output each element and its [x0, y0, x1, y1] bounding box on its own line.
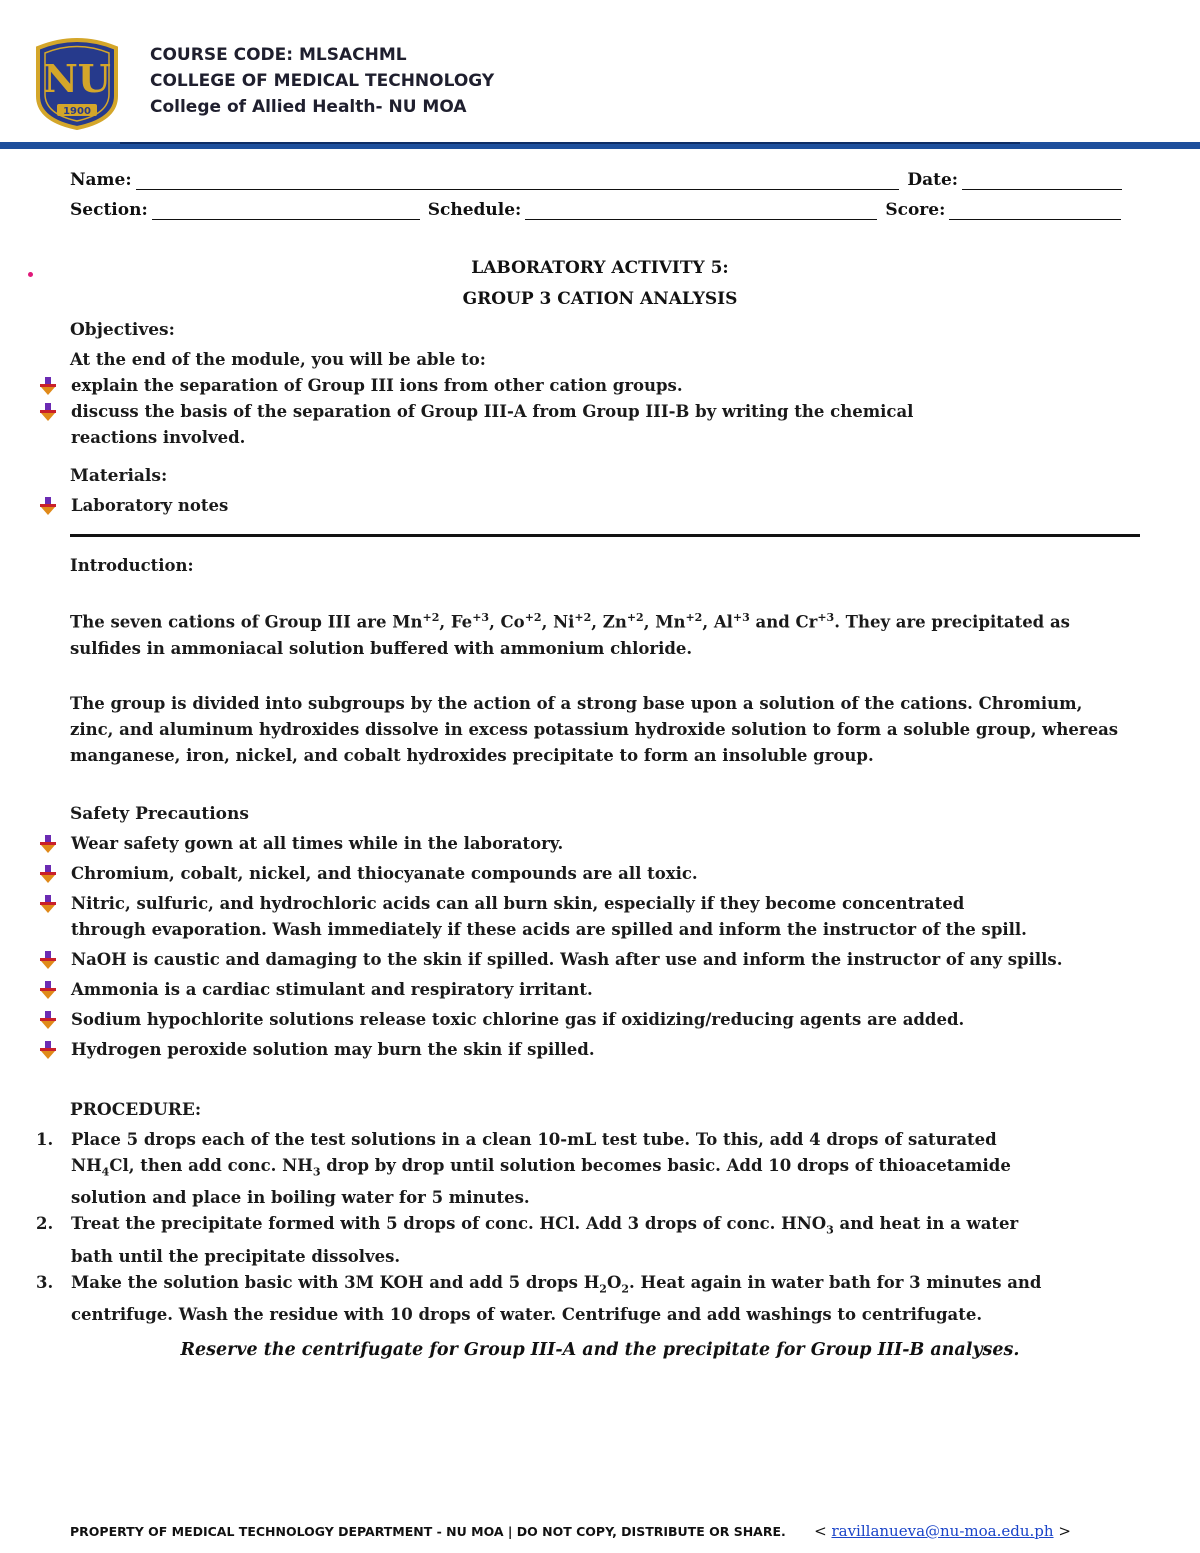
introduction-paragraph-2: The group is divided into subgroups by the action of a strong base upon a solution of the cations. Chromium, zinc, and aluminum hydroxides dissolve in excess potassium hydroxide solution to form a soluble group, whereas manganese, iron, nickel, and cobalt hydroxides precipitate to form an insoluble group. [70, 694, 1119, 765]
materials-section [70, 463, 1130, 519]
score-field[interactable] [949, 203, 1121, 220]
arrow-down-icon [38, 402, 58, 422]
email-link[interactable]: ravillanueva@nu-moa.edu.ph [831, 1522, 1054, 1540]
materials-list [0, 493, 1130, 519]
document-header [150, 42, 494, 120]
activity-title: LABORATORY ACTIVITY 5: [471, 258, 729, 278]
objectives-intro: At the end of the module, you will be able to: [70, 350, 486, 369]
arrow-down-icon [38, 1010, 58, 1030]
date-label: Date: [907, 170, 959, 190]
procedure-step: 2. Treat the precipitate formed with 5 drops of conc. HCl. Add 3 drops of conc. $HNO_3$ and heat in a water bath until the precipitate dissolves. [36, 1214, 1019, 1266]
section-schedule-score-row [70, 200, 1122, 220]
arrow-down-icon [38, 496, 58, 516]
list-item: discuss the basis of the separation of Group III-A from Group III-B by writing the chemical reactions involved. [0, 399, 991, 451]
arrow-down-icon [38, 864, 58, 884]
safety-list [0, 831, 1110, 1063]
procedure-section [36, 1097, 1130, 1328]
procedure-step: 1. Place 5 drops each of the test solutions in a clean 10-mL test tube. To this, add 4 drops of saturated $NH_4Cl$, then add conc. $NH_3$ drop by drop until solution becomes basic. Add 10 drops of thioacetamide solution and place in boiling water for 5 minutes. [36, 1130, 1011, 1208]
list-item: NaOH is caustic and damaging to the skin if spilled. Wash after use and inform the instructor of any spills. [0, 947, 1110, 973]
nu-logo [32, 34, 122, 130]
footer-notice: PROPERTY OF MEDICAL TECHNOLOGY DEPARTMENT - NU MOA | DO NOT COPY, DISTRIBUTE OR SHARE. [70, 1524, 786, 1539]
list-item: Wear safety gown at all times while in the laboratory. [0, 831, 1110, 857]
list-item: Hydrogen peroxide solution may burn the skin if spilled. [0, 1037, 1110, 1063]
score-label: Score: [885, 200, 946, 220]
logo-year: 1900 [63, 106, 91, 117]
list-item: explain the separation of Group III ions from other cation groups. [0, 373, 1060, 399]
section-label: Section: [70, 200, 148, 220]
procedure-heading: PROCEDURE: [70, 1100, 202, 1120]
schedule-field[interactable] [525, 203, 877, 220]
name-label: Name: [70, 170, 132, 190]
list-item: Ammonia is a cardiac stimulant and respiratory irritant. [0, 977, 1110, 1003]
safety-section [70, 801, 1130, 1063]
name-date-row [70, 170, 1122, 190]
arrow-down-icon [38, 980, 58, 1000]
safety-heading: Safety Precautions [70, 804, 249, 824]
arrow-down-icon [38, 834, 58, 854]
materials-heading: Materials: [70, 466, 168, 486]
header-divider-accent [120, 142, 1020, 144]
list-item: Chromium, cobalt, nickel, and thiocyanate compounds are all toxic. [0, 861, 1110, 887]
svg-text:NU: NU [43, 56, 111, 101]
procedure-step: 3. Make the solution basic with 3M KOH and add 5 drops $H_2O_2$. Heat again in water bath for 3 minutes and centrifuge. Wash the residue with 10 drops of water. Centrifuge and add washings to centrifugate. [36, 1272, 1042, 1324]
campus-name: College of Allied Health- NU MOA [150, 97, 467, 117]
arrow-down-icon [38, 894, 58, 914]
college-name: COLLEGE OF MEDICAL TECHNOLOGY [150, 71, 495, 91]
reserve-note: Reserve the centrifugate for Group III-A and the precipitate for Group III-B analyses. [180, 1340, 1020, 1360]
arrow-down-icon [38, 950, 58, 970]
page-footer [70, 1522, 1071, 1540]
section-field[interactable] [152, 203, 420, 220]
list-item: Sodium hypochlorite solutions release toxic chlorine gas if oxidizing/reducing agents are added. [0, 1007, 1110, 1033]
course-code: COURSE CODE: MLSACHML [150, 45, 407, 65]
objectives-list [0, 373, 1060, 451]
arrow-down-icon [38, 1040, 58, 1060]
introduction-paragraph-1: The seven cations of Group III are $Mn^{+2}$, $Fe^{+3}$, $Co^{+2}$, $Ni^{+2}$, $Zn^{+2}$, $Mn^{+2}$, $Al^{+3}$ and $Cr^{+3}$. They are precipitated as sulfides in ammoniacal solution buffered with ammonium chloride. [70, 611, 1070, 658]
footer-email: < ravillanueva@nu-moa.edu.ph > [814, 1522, 1071, 1540]
introduction-heading: Introduction: [70, 556, 194, 575]
activity-subtitle: GROUP 3 CATION ANALYSIS [462, 289, 738, 309]
procedure-list [0, 1127, 1060, 1328]
section-divider [70, 534, 1140, 537]
list-item: Laboratory notes [0, 493, 1130, 519]
date-field[interactable] [962, 173, 1122, 190]
schedule-label: Schedule: [427, 200, 522, 220]
name-field[interactable] [136, 173, 900, 190]
arrow-down-icon [38, 376, 58, 396]
objectives-heading: Objectives: [70, 320, 175, 340]
list-item: Nitric, sulfuric, and hydrochloric acids can all burn skin, especially if they become concentrated through evaporation. Wash immediately if these acids are spilled and inform the instructor of the spill. [0, 891, 1041, 943]
objectives-section [70, 317, 1130, 451]
